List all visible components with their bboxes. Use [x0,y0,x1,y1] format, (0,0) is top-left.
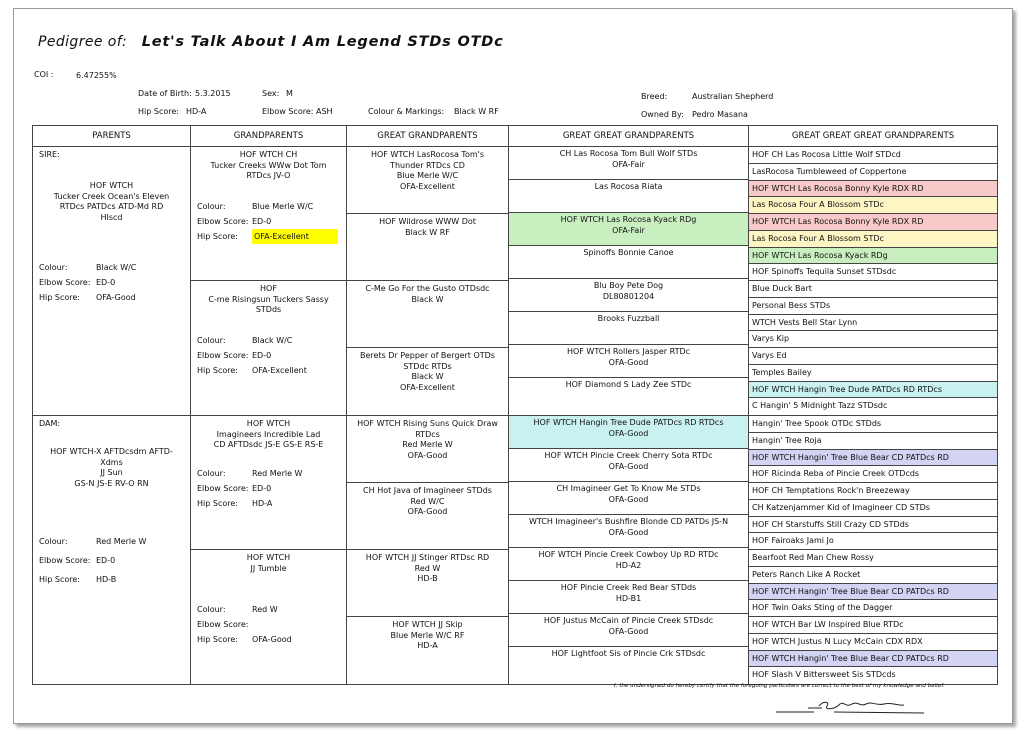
gg-grandparent-name: HOF WTCH Rollers Jasper RTDc OFA-Good [566,347,691,367]
ggg-grandparent-31: HOF WTCH Hangin' Tree Blue Bear CD PATDcs RD [749,651,997,668]
owner-value: Pedro Masana [692,110,748,119]
gg-grandparent-7 [509,345,748,378]
ggp-4-name: Berets Dr Pepper of Bergert OTDs STDdc RTDs Black W OFA-Excellent [360,351,495,392]
ggg-grandparent-3: HOF WTCH Las Rocosa Bonny Kyle RDX RD [749,181,997,198]
grandparent-4-name: HOF WTCH JJ Tumble [246,553,291,573]
gg-grandparent-name: HOF Pincie Creek Red Bear STDds HD-B1 [560,583,697,603]
grandparent-1 [191,147,346,281]
gg-grandparent-name: Brooks Fuzzball [597,314,660,323]
gg-grandparent-name: HOF Diamond S Lady Zee STDc [565,380,692,389]
gg-grandparent-1 [509,147,748,180]
grandparent-4 [191,550,346,684]
hip-value: HD-A [186,107,207,116]
ggg-grandparent-23: HOF CH Starstuffs Still Crazy CD STDds [749,517,997,534]
pedigree-table [32,125,998,685]
gp2-hip-label: Hip Score: [197,366,238,375]
ggg-grandparent-1: HOF CH Las Rocosa Little Wolf STDcd [749,147,997,164]
ggg-grandparents-dam-side [749,416,998,685]
ggg-grandparent-29: HOF WTCH Bar LW Inspired Blue RTDc [749,617,997,634]
sire-colour: Black W/C [96,263,137,272]
gg-grandparent-16 [509,647,748,680]
ggp-8-name: HOF WTCH JJ Skip Blue Merle W/C RF HD-A [390,620,465,650]
ggg-grandparent-21: HOF CH Temptations Rock'n Breezeway [749,483,997,500]
ggp-6 [347,483,508,550]
pedigree-page [13,8,1013,724]
sire-hip: OFA-Good [96,293,136,302]
gg-grandparent-15 [509,614,748,647]
certification-text: I, the undersigned do hereby certify that the foregoing particulars are correct to the best of my knowledge and belief. [614,683,945,689]
dam-label: DAM: [39,419,61,428]
gp2-elbow: ED-0 [252,351,272,360]
gg-grandparent-2 [509,180,748,213]
dam-elbow-label: Elbow Score: [39,556,91,565]
sire-colour-label: Colour: [39,263,68,272]
sire-name: HOF WTCH Tucker Creek Ocean's Eleven RTDcs PATDcs ATD-Md RD HIscd [53,181,170,222]
ggg-grandparent-25: Bearfoot Red Man Chew Rossy [749,550,997,567]
gp2-elbow-label: Elbow Score: [197,351,249,360]
ggg-grandparent-6: Las Rocosa Four A Blossom STDc [749,231,997,248]
ggp-2 [347,214,508,281]
ggg-grandparent-19: HOF WTCH Hangin' Tree Blue Bear CD PATDcs RD [749,450,997,467]
gp4-hip: OFA-Good [252,635,292,644]
ggg-grandparent-10: Personal Bess STDs [749,298,997,315]
gg-grandparent-11 [509,482,748,515]
ggp-2-name: HOF Wildrose WWW Dot Black W RF [379,217,476,237]
hip-label: Hip Score: [138,107,179,116]
dam-hip-label: Hip Score: [39,575,80,584]
ggp-5 [347,416,508,483]
gg-grandparent-name: WTCH Imagineer's Bushfire Blonde CD PATDs JS-N OFA-Good [528,517,729,537]
gp1-elbow: ED-0 [252,217,272,226]
ggg-grandparent-24: HOF Fairoaks Jami Jo [749,533,997,550]
gg-grandparent-6 [509,312,748,345]
grandparent-3 [191,416,346,550]
gg-grandparent-3 [509,213,748,246]
title-prefix: Pedigree of: [38,34,128,50]
header-parents: PARENTS [33,126,191,147]
ggp-1-name: HOF WTCH LasRocosa Tom's Thunder RTDcs CD Blue Merle W/C OFA-Excellent [370,150,485,191]
gp3-elbow: ED-0 [252,484,272,493]
gg-grandparent-name: HOF Lightfoot Sis of Pincie Crk STDsdc [551,649,706,658]
gg-grandparent-name: HOF WTCH Pincie Creek Cowboy Up RD RTDc HD-A2 [538,550,719,570]
gp3-elbow-label: Elbow Score: [197,484,249,493]
grandparent-3-name: HOF WTCH Imagineers Incredible Lad CD AFTDsdc JS-E GS-E RS-E [213,419,324,449]
dam-cell [33,416,191,685]
breed-label: Breed: [641,92,668,101]
gp4-colour-label: Colour: [197,605,226,614]
gg-grandparent-4 [509,246,748,279]
ggp-8 [347,617,508,684]
ggp-7-name: HOF WTCH JJ Stinger RTDsc RD Red W HD-B [365,553,490,583]
gg-grandparent-name: HOF Justus McCain of Pincie Creek STDsdc OFA-Good [543,616,714,636]
gg-grandparent-5 [509,279,748,312]
dam-name: HOF WTCH-X AFTDcsdm AFTD- Xdms JJ Sun GS-N JS-E RV-O RN [50,447,173,488]
ggg-grandparent-7: HOF WTCH Las Rocosa Kyack RDg [749,248,997,265]
colour-label: Colour & Markings: [368,107,445,116]
ggp-6-name: CH Hot Java of Imagineer STDds Red W/C OFA-Good [363,486,492,516]
ggp-7 [347,550,508,617]
gp2-hip: OFA-Excellent [252,366,307,375]
ggg-grandparent-15: HOF WTCH Hangin Tree Dude PATDcs RD RTDcs [749,382,997,399]
ggp-5-name: HOF WTCH Rising Suns Quick Draw RTDcs Red Merle W OFA-Good [357,419,498,460]
ggp-3-name: C-Me Go For the Gusto OTDsdc Black W [365,284,490,304]
gg-grandparent-name: Blu Boy Pete Dog DL80801204 [593,281,664,301]
sex-label: Sex: [262,89,280,98]
sire-cell [33,147,191,416]
signature [774,692,934,716]
gg-grandparent-name: HOF WTCH Pincie Creek Cherry Sota RTDc OFA-Good [544,451,713,471]
ggg-grandparent-12: Varys Kip [749,331,997,348]
gg-grandparent-14 [509,581,748,614]
ggg-grandparent-22: CH Katzenjammer Kid of Imagineer CD STDs [749,500,997,517]
gg-grandparent-8 [509,378,748,411]
dob-value: 5.3.2015 [195,89,231,98]
ggg-grandparent-32: HOF Slash V Bittersweet Sis STDcds [752,670,896,680]
gg-grandparents-sire-side [509,147,749,416]
grandparent-2 [191,281,346,415]
dam-colour-label: Colour: [39,537,68,546]
sire-elbow-label: Elbow Score: [39,278,91,287]
dam-colour: Red Merle W [96,537,147,546]
ggg-grandparent-2: LasRocosa Tumbleweed of Coppertone [749,164,997,181]
gp2-colour-label: Colour: [197,336,226,345]
gp3-hip-label: Hip Score: [197,499,238,508]
dam-hip: HD-B [96,575,117,584]
great-grandparents-dam-side [347,416,509,685]
gg-grandparent-13 [509,548,748,581]
ggg-grandparent-20: HOF Ricinda Reba of Pincie Creek OTDcds [749,466,997,483]
header-great-grandparents: GREAT GRANDPARENTS [347,126,509,147]
gg-grandparent-name: Spinoffs Bonnie Canoe [583,248,674,257]
ggg-grandparent-4: Las Rocosa Four A Blossom STDc [749,197,997,214]
gg-grandparent-9 [509,416,748,449]
breed-value: Australian Shepherd [692,92,774,101]
dob-label: Date of Birth: [138,89,192,98]
coi-value: 6.47255% [76,71,117,80]
gp4-hip-label: Hip Score: [197,635,238,644]
coi-label: COI : [34,70,54,79]
ggg-grandparent-30: HOF WTCH Justus N Lucy McCain CDX RDX [749,634,997,651]
gp2-colour: Black W/C [252,336,293,345]
ggg-grandparent-11: WTCH Vests Bell Star Lynn [749,315,997,332]
great-grandparents-sire-side [347,147,509,416]
ggg-grandparent-16: C Hangin' 5 Midnight Tazz STDsdc [752,401,888,411]
gp4-colour: Red W [252,605,278,614]
colour-value: Black W RF [454,107,499,116]
grandparents-sire-side [191,147,347,416]
gp4-elbow-label: Elbow Score: [197,620,249,629]
ggg-grandparent-27: HOF WTCH Hangin' Tree Blue Bear CD PATDcs RD [749,584,997,601]
gg-grandparent-name: CH Imagineer Get To Know Me STDs OFA-Good [556,484,701,504]
gg-grandparents-dam-side [509,416,749,685]
gp1-hip-label: Hip Score: [197,232,238,241]
gp1-colour: Blue Merle W/C [252,202,314,211]
header-ggg-grandparents: GREAT GREAT GREAT GRANDPARENTS [749,126,998,147]
elbow-value: ASH [316,107,333,116]
pedigree-title [38,34,504,50]
sire-hip-label: Hip Score: [39,293,80,302]
dog-name: Let's Talk About I Am Legend STDs OTDc [141,34,504,50]
gp3-colour: Red Merle W [252,469,303,478]
owner-label: Owned By: [641,110,684,119]
ggp-4 [347,348,508,415]
gp1-elbow-label: Elbow Score: [197,217,249,226]
dam-elbow: ED-0 [96,556,116,565]
ggg-grandparent-5: HOF WTCH Las Rocosa Bonny Kyle RDX RD [749,214,997,231]
ggg-grandparent-26: Peters Ranch Like A Rocket [749,567,997,584]
gp1-hip: OFA-Excellent [252,229,338,244]
ggp-1 [347,147,508,214]
sire-elbow: ED-0 [96,278,116,287]
ggg-grandparent-9: Blue Duck Bart [749,281,997,298]
ggg-grandparent-8: HOF Spinoffs Tequila Sunset STDsdc [749,264,997,281]
gg-grandparent-name: HOF WTCH Las Rocosa Kyack RDg OFA-Fair [560,215,697,235]
gp3-hip: HD-A [252,499,273,508]
ggg-grandparent-18: Hangin' Tree Roja [749,433,997,450]
ggg-grandparent-14: Temples Bailey [749,365,997,382]
grandparent-1-name: HOF WTCH CH Tucker Creeks WWw Dot Tom RTDcs JV-O [210,150,327,180]
ggg-grandparent-28: HOF Twin Oaks Sting of the Dagger [749,600,997,617]
ggp-3 [347,281,508,348]
header-grandparents: GRANDPARENTS [191,126,347,147]
gg-grandparent-10 [509,449,748,482]
sex-value: M [286,89,293,98]
sire-label: SIRE: [39,150,60,159]
gg-grandparent-name: HOF WTCH Hangin Tree Dude PATDcs RD RTDcs OFA-Good [533,418,724,438]
ggg-grandparents-sire-side [749,147,998,416]
elbow-label: Elbow Score: [262,107,314,116]
gp3-colour-label: Colour: [197,469,226,478]
ggg-grandparent-17: Hangin' Tree Spook OTDc STDds [749,416,997,433]
gg-grandparent-name: Las Rocosa Riata [594,182,663,191]
header-gg-grandparents: GREAT GREAT GRANDPARENTS [509,126,749,147]
grandparent-2-name: HOF C-me Risingsun Tuckers Sassy STDds [208,284,329,314]
gp1-colour-label: Colour: [197,202,226,211]
gg-grandparent-name: CH Las Rocosa Tom Bull Wolf STDs OFA-Fair [559,149,698,169]
ggg-grandparent-13: Varys Ed [749,348,997,365]
grandparents-dam-side [191,416,347,685]
gg-grandparent-12 [509,515,748,548]
